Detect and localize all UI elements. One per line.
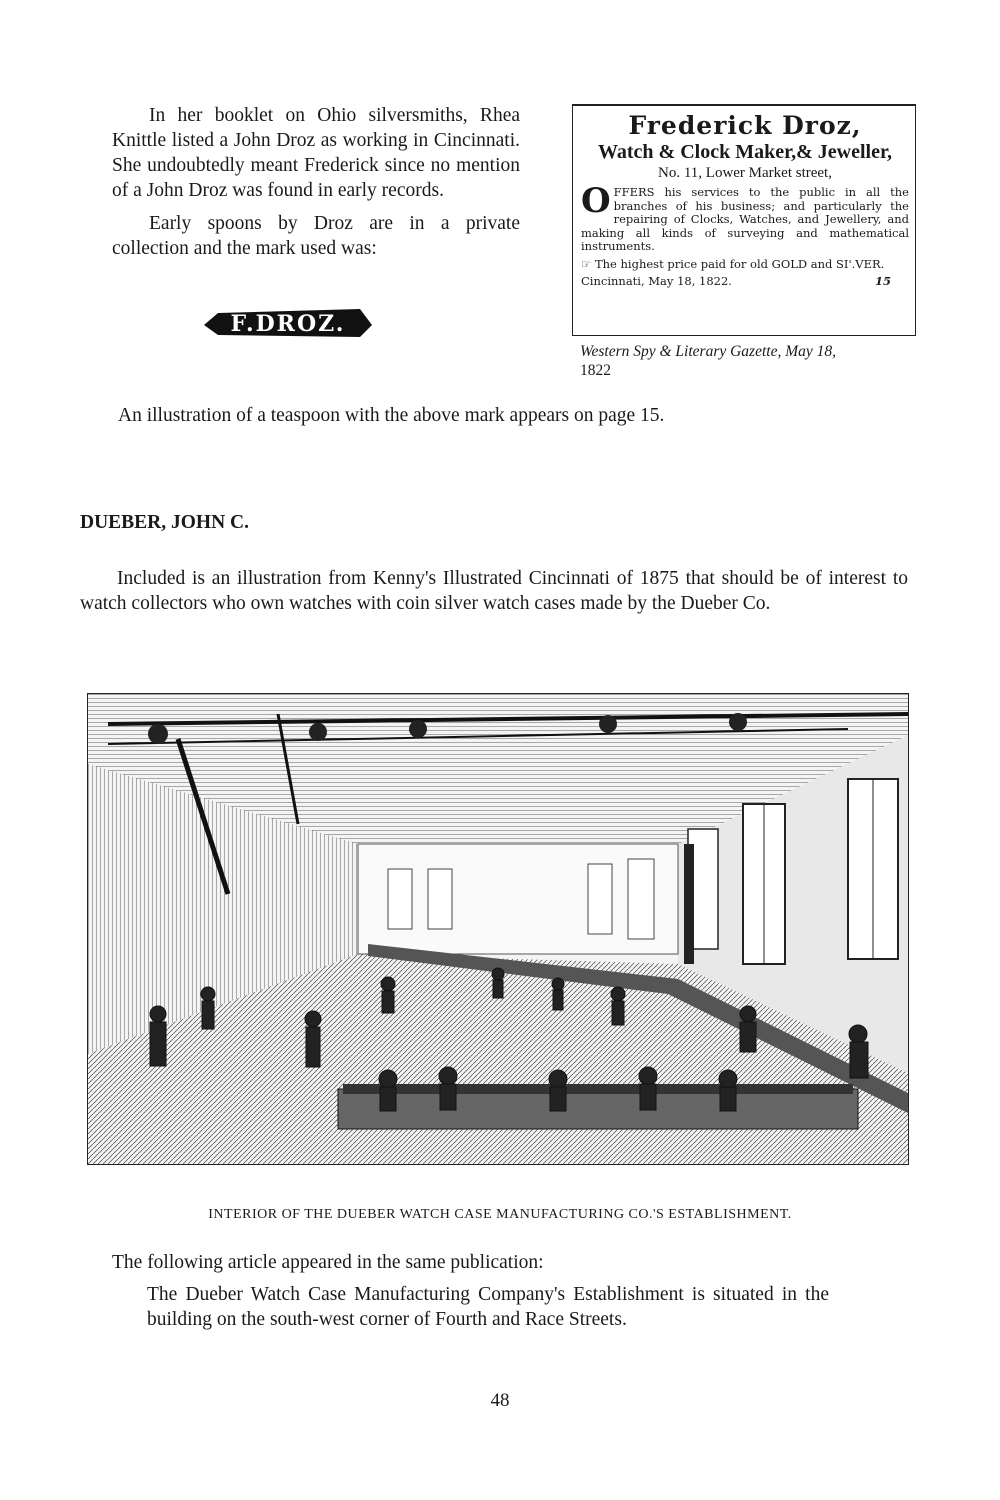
ad-source-year: 1822	[580, 362, 611, 379]
ad-source: Western Spy & Literary Gazette, May 18,	[580, 343, 836, 360]
ad-note	[581, 258, 909, 271]
ad-note-text: The highest price paid for old GOLD and SI'.VER.	[594, 256, 885, 271]
droz-advertisement	[572, 104, 916, 336]
ad-dropcap: O	[581, 181, 611, 221]
figure-caption: INTERIOR OF THE DUEBER WATCH CASE MANUFACTURING CO.'S ESTABLISHMENT.	[208, 1207, 792, 1222]
ad-body	[581, 181, 909, 254]
intro-paragraph	[80, 566, 908, 616]
maker-mark-text: F.DROZ.	[230, 311, 346, 337]
droz-maker-mark	[200, 303, 375, 343]
ad-footer	[581, 274, 909, 288]
left-column	[112, 103, 520, 269]
paragraph-knittle: In her booklet on Ohio silversmiths, Rhea Knittle listed a John Droz as working in Cincinnati. She undoubtedly meant Frederick since no mention of a John Droz was found in early records.	[112, 105, 520, 201]
pointing-hand-icon: ☞	[581, 256, 592, 271]
illustration-note: An illustration of a teaspoon with the above mark appears on page 15.	[118, 405, 665, 426]
factory-interior-illustration	[88, 694, 909, 1165]
paragraph-early-spoons: Early spoons by Droz are in a private collection and the mark used was:	[112, 213, 520, 259]
follow-text: The following article appeared in the same publication:	[112, 1252, 544, 1273]
quote-text: The Dueber Watch Case Manufacturing Company's Establishment is situated in the building on the south-west corner of Fourth and Race Streets.	[147, 1284, 829, 1330]
ad-name: Frederick Droz,	[628, 111, 862, 140]
ad-dateline: Cincinnati, May 18, 1822.	[581, 273, 732, 288]
maker-mark-banner-icon	[200, 303, 375, 343]
factory-engraving	[87, 693, 909, 1165]
intro-text: Included is an illustration from Kenny's Illustrated Cincinnati of 1875 that should be of interest to watch collectors who own watches with coin silver watch cases made by the Dueber Co.	[80, 568, 908, 614]
section-heading: DUEBER, JOHN C.	[80, 512, 250, 533]
ad-trade: Watch & Clock Maker,& Jeweller,	[597, 141, 893, 163]
ad-address: No. 11, Lower Market street,	[658, 165, 832, 181]
ad-body-text: FFERS his services to the public in all the branches of his business; and particularly the repairing of Clocks, Watches, and Jewellery, and making all kinds of surveying and mathematical instruments.	[581, 185, 909, 253]
ad-source-caption	[580, 342, 920, 380]
ad-number: 15	[874, 273, 891, 288]
quoted-article	[147, 1282, 829, 1332]
page-number: 48	[490, 1390, 510, 1411]
